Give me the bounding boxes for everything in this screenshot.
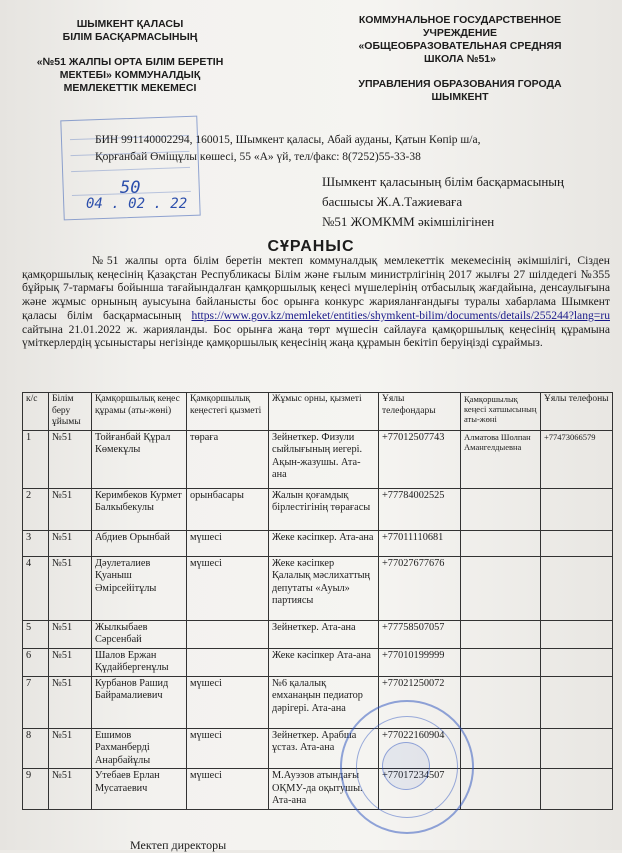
header-right-line: КОММУНАЛЬНОЕ ГОСУДАРСТВЕННОЕ xyxy=(358,14,562,26)
header-cell: к/с xyxy=(23,393,49,431)
row-number: 8 xyxy=(23,728,49,769)
member-name: Курбанов Рашид Байрамалиевич xyxy=(92,676,187,728)
phone-number: +77021250072 xyxy=(379,676,461,728)
info-line: БИН 991140002294, 160015, Шымкент қаласы, Абай ауданы, Қатын Көпір ш/а, xyxy=(95,134,481,146)
official-seal xyxy=(340,700,474,834)
header-right xyxy=(320,14,600,104)
phone-number: +77758507057 xyxy=(379,620,461,648)
secretary-name: Алматова Шолпан Амангелдыевна xyxy=(461,430,541,488)
work-place: №6 қалалық емханаңын педиатор дәрігері. Ата-ана xyxy=(269,676,379,728)
member-name: Абдиев Орынбай xyxy=(92,530,187,556)
council-role xyxy=(187,648,269,676)
header-left-line: «№51 ЖАЛПЫ ОРТА БІЛІМ БЕРЕТІН xyxy=(36,56,224,68)
work-place: М.Ауэзов атындағы ОҚМУ-да оқытушы. Ата-ана xyxy=(269,769,379,810)
header-left xyxy=(30,18,230,95)
secretary-name xyxy=(461,530,541,556)
stamp-number: 50 xyxy=(120,178,141,198)
secretary-phone xyxy=(541,530,613,556)
header-right-line: «ОБЩЕОБРАЗОВАТЕЛЬНАЯ СРЕДНЯЯ xyxy=(358,40,562,52)
council-role xyxy=(187,620,269,648)
work-place: Жеке кәсіпкер Ата-ана xyxy=(269,648,379,676)
row-number: 6 xyxy=(23,648,49,676)
header-left-line: ШЫМКЕНТ ҚАЛАСЫ xyxy=(76,18,184,30)
table-header-row xyxy=(23,393,613,431)
table-row xyxy=(23,556,613,620)
council-table xyxy=(22,392,613,810)
member-name: Ешимов Рахманберді Анарбайұлы xyxy=(92,728,187,769)
member-name: Жылкыбаев Сәрсенбай xyxy=(92,620,187,648)
header-right-line: УПРАВЛЕНИЯ ОБРАЗОВАНИЯ ГОРОДА xyxy=(358,78,562,90)
member-name: Дәулеталиев Қуаныш Әмірсейітұлы xyxy=(92,556,187,620)
row-number: 4 xyxy=(23,556,49,620)
table-row xyxy=(23,676,613,728)
work-place: Зейнеткер. Физули сыйлығының иегері. Ақын-жазушы. Ата-ана xyxy=(269,430,379,488)
council-role: төраға xyxy=(187,430,269,488)
secretary-phone xyxy=(541,556,613,620)
table-row xyxy=(23,530,613,556)
work-place: Жеке кәсіпкер Қалалық мәслихаттың депутаты «Ауыл» партиясы xyxy=(269,556,379,620)
school-cell: №51 xyxy=(49,530,92,556)
secretary-phone xyxy=(541,769,613,810)
table-row xyxy=(23,488,613,530)
header-cell: Ұялы телефоны xyxy=(541,393,613,431)
secretary-name xyxy=(461,556,541,620)
secretary-phone xyxy=(541,648,613,676)
secretary-phone xyxy=(541,620,613,648)
table-row xyxy=(23,728,613,769)
header-right-line: ШЫМКЕНТ xyxy=(431,91,489,103)
request-body xyxy=(22,254,610,350)
addressee-line: басшысы Ж.А.Тажиеваға xyxy=(322,194,463,209)
council-role: мүшесі xyxy=(187,676,269,728)
member-name: Тойғанбай Құрал Көмекұлы xyxy=(92,430,187,488)
phone-number: +77010199999 xyxy=(379,648,461,676)
secretary-phone xyxy=(541,728,613,769)
school-cell: №51 xyxy=(49,430,92,488)
phone-number: +77022160904 xyxy=(379,728,461,769)
body-text: сайтына 21.01.2022 ж. жарияланды. Бос орынға жаңа төрт мүшесін сайлауға қамқоршылық кеңесінің құрамына үміткерлердің ұсыныстары негізінде қамқоршылық кеңесінің жаңа құрамын бекітіп беруіңізді сұраймыз. xyxy=(22,322,610,350)
work-place: Зейнеткер. Ата-ана xyxy=(269,620,379,648)
body-text: №51 жалпы орта білім беретін мектеп коммуналдық мемлекеттік мекемесінің әкімшілігі, Сізден қамқоршылық кеңесінің Қазақстан Республикасы Білім және ғылым министрлігінің 2017 жылғы 27 шілдедегі №355 бұйрық 7-тармағы бойынша тағайындалған қамқоршылық кеңесі мүшелерінің отбасылық жағдайына, денсаулығына және жұмыс орнының ауысуына байланысты бос орынға конкурс жарияланғандығы туралы хабарлама Шымкент қаласы білім басқармасының xyxy=(22,254,610,322)
row-number: 3 xyxy=(23,530,49,556)
school-cell: №51 xyxy=(49,769,92,810)
phone-number: +77027677676 xyxy=(379,556,461,620)
table-row xyxy=(23,430,613,488)
member-name: Утебаев Ерлан Мусатаевич xyxy=(92,769,187,810)
council-role: мүшесі xyxy=(187,728,269,769)
school-cell: №51 xyxy=(49,676,92,728)
secretary-phone xyxy=(541,488,613,530)
work-place: Жалын қоғамдық бірлестігінің төрағасы xyxy=(269,488,379,530)
info-line: Қорғанбай Өміщұлы көшесі, 55 «А» үй, тел/факс: 8(7252)55-33-38 xyxy=(95,151,421,163)
council-role: мүшесі xyxy=(187,556,269,620)
phone-number: +77012507743 xyxy=(379,430,461,488)
secretary-name xyxy=(461,620,541,648)
table-row xyxy=(23,620,613,648)
row-number: 7 xyxy=(23,676,49,728)
council-role: мүшесі xyxy=(187,530,269,556)
addressee-line: Шымкент қаласының білім басқармасының xyxy=(322,174,564,189)
header-cell: Қамқоршылық кеңестегі қызметі xyxy=(187,393,269,431)
header-cell: Білім беру ұйымы xyxy=(49,393,92,431)
header-left-line: МЕКТЕБІ» КОММУНАЛДЫҚ xyxy=(59,69,201,81)
director-signature-label: Мектеп директоры xyxy=(130,838,227,852)
school-cell: №51 xyxy=(49,620,92,648)
phone-number: +77784002525 xyxy=(379,488,461,530)
header-right-line: ШКОЛА №51» xyxy=(424,53,496,65)
table-row xyxy=(23,648,613,676)
header-cell: Жұмыс орны, қызметі xyxy=(269,393,379,431)
phone-number: +77017234507 xyxy=(379,769,461,810)
school-cell: №51 xyxy=(49,728,92,769)
phone-number: +77011110681 xyxy=(379,530,461,556)
table-row xyxy=(23,769,613,810)
stamp-date: 04 . 02 . 22 xyxy=(86,196,188,212)
secretary-name xyxy=(461,676,541,728)
header-cell: Ұялы телефондары xyxy=(379,393,461,431)
school-cell: №51 xyxy=(49,488,92,530)
council-role: мүшесі xyxy=(187,769,269,810)
secretary-phone: +77473066579 xyxy=(541,430,613,488)
school-cell: №51 xyxy=(49,556,92,620)
header-left-line: МЕМЛЕКЕТТІК МЕКЕМЕСІ xyxy=(63,82,197,94)
document-title: СҰРАНЫС xyxy=(267,238,355,255)
header-cell: Қамқоршылық кеңесі хатшысының аты-жөні xyxy=(461,393,541,431)
website-link[interactable]: https://www.gov.kz/memleket/entities/shymkent-bilim/documents/details/255244?lang=ru xyxy=(191,308,610,322)
header-left-line: БІЛІМ БАСҚАРМАСЫНЫҢ xyxy=(62,31,198,43)
addressee-line: №51 ЖОМКММ әкімшілігінен xyxy=(322,214,495,229)
school-cell: №51 xyxy=(49,648,92,676)
secretary-name xyxy=(461,648,541,676)
council-role: орынбасары xyxy=(187,488,269,530)
row-number: 5 xyxy=(23,620,49,648)
row-number: 1 xyxy=(23,430,49,488)
work-place: Зейнеткер. Арабша ұстаз. Ата-ана xyxy=(269,728,379,769)
row-number: 2 xyxy=(23,488,49,530)
header-cell: Қамқоршылық кеңес құрамы (аты-жөні) xyxy=(92,393,187,431)
row-number: 9 xyxy=(23,769,49,810)
header-right-line: УЧРЕЖДЕНИЕ xyxy=(422,27,498,39)
member-name: Керимбеков Курмет Балкыбекулы xyxy=(92,488,187,530)
member-name: Шалов Ержан Құдайбергенұлы xyxy=(92,648,187,676)
secretary-name xyxy=(461,488,541,530)
work-place: Жеке кәсіпкер. Ата-ана xyxy=(269,530,379,556)
secretary-phone xyxy=(541,676,613,728)
